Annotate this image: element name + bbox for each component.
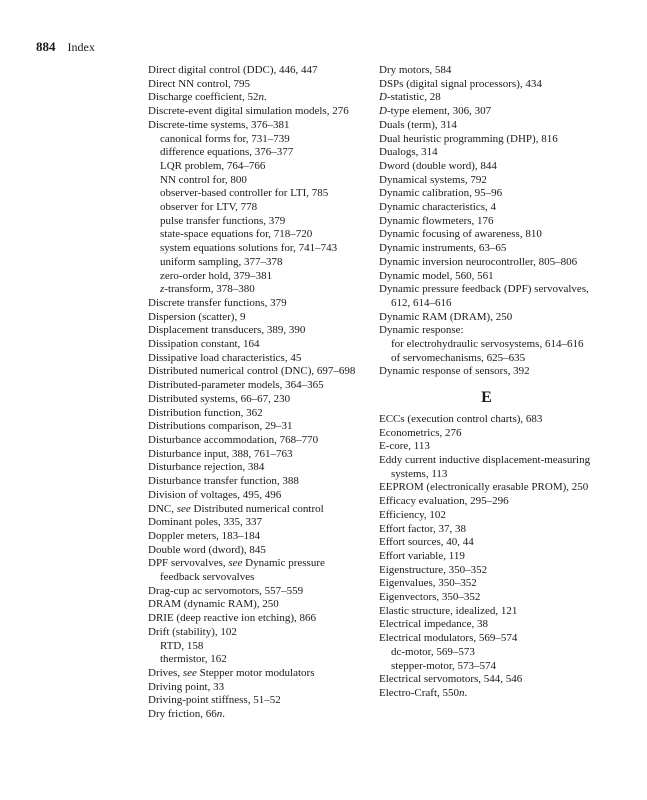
index-entry: Double word (dword), 845 (148, 543, 266, 556)
index-subentry: z-transform, 378–380 (160, 283, 255, 296)
index-entry: Dynamic inversion neurocontroller, 805–806 (379, 255, 578, 268)
index-subentry: state-space equations for, 718–720 (160, 228, 313, 241)
index-subentry: zero-order hold, 379–381 (160, 269, 273, 282)
index-subentry: dc-motor, 569–573 (391, 645, 475, 658)
index-entry: Direct NN control, 795 (148, 77, 251, 90)
index-subentry: uniform sampling, 377–378 (160, 255, 283, 268)
index-entry: Efficiency, 102 (379, 508, 446, 521)
index-subentry: observer-based controller for LTI, 785 (160, 187, 329, 200)
index-entry: Electrical modulators, 569–574 (379, 632, 518, 645)
index-entry: Dry friction, 66n. (148, 708, 225, 721)
index-entry: Division of voltages, 495, 496 (148, 488, 282, 501)
index-entry: Elastic structure, idealized, 121 (379, 604, 518, 617)
index-entry: Dual heuristic programming (DHP), 816 (379, 132, 558, 145)
index-entry: Distributed numerical control (DNC), 697–698 (148, 365, 356, 378)
index-entry: Efficacy evaluation, 295–296 (379, 495, 509, 508)
index-entry: Electrical servomotors, 544, 546 (379, 673, 523, 686)
index-entry: Distributed-parameter models, 364–365 (148, 379, 324, 392)
index-entry: Drag-cup ac servomotors, 557–559 (148, 584, 304, 597)
page-number: 884 (36, 39, 56, 54)
index-entry: Duals (term), 314 (379, 118, 457, 131)
index-subentry: difference equations, 376–377 (160, 146, 294, 159)
index-entry: Discrete-event digital simulation models, 276 (148, 105, 349, 118)
index-entry: Direct digital control (DDC), 446, 447 (148, 64, 318, 76)
index-subentry: pulse transfer functions, 379 (160, 214, 286, 227)
index-entry: Dynamic RAM (DRAM), 250 (379, 310, 513, 323)
index-entry: Eigenvalues, 350–352 (379, 577, 477, 590)
index-entry: DPF servovalves, see Dynamic pressure feedback servovalves (148, 557, 325, 584)
index-entry: DRIE (deep reactive ion etching), 866 (148, 612, 316, 625)
index-entry: Electrical impedance, 38 (379, 618, 489, 631)
index-subentry: system equations solutions for, 741–743 (160, 242, 338, 255)
index-entry: DSPs (digital signal processors), 434 (379, 77, 542, 90)
index-entry: Dominant poles, 335, 337 (148, 516, 262, 529)
index-entry: Driving point, 33 (148, 680, 225, 693)
index-column-right (379, 64, 594, 701)
page-header (36, 38, 95, 56)
index-entry: Dynamic response of sensors, 392 (379, 365, 530, 378)
index-entry: Distribution function, 362 (148, 406, 263, 419)
index-entry: Dissipative load characteristics, 45 (148, 351, 302, 364)
index-entry: Dissipation constant, 164 (148, 338, 260, 351)
index-subentry: RTD, 158 (160, 639, 204, 652)
index-entry: Doppler meters, 183–184 (148, 529, 261, 542)
index-entry: Dynamic calibration, 95–96 (379, 187, 503, 200)
index-entry: Distributions comparison, 29–31 (148, 420, 293, 433)
index-subentry: of servomechanisms, 625–635 (391, 351, 526, 364)
index-entry: Eigenstructure, 350–352 (379, 563, 488, 576)
index-entry: Discrete transfer functions, 379 (148, 296, 287, 309)
index-entry: DRAM (dynamic RAM), 250 (148, 598, 279, 611)
index-entry: Discrete-time systems, 376–381 (148, 118, 290, 131)
index-entry: ECCs (execution control charts), 683 (379, 412, 543, 425)
index-entry: Dword (double word), 844 (379, 159, 497, 172)
index-subentry: stepper-motor, 573–574 (391, 659, 497, 672)
index-subentry: for electrohydraulic servosystems, 614–616 (391, 338, 584, 351)
index-entry: DNC, see Distributed numerical control (148, 502, 324, 515)
index-entry: Displacement transducers, 389, 390 (148, 324, 306, 337)
index-entry: Eigenvectors, 350–352 (379, 591, 481, 604)
index-entry: Drives, see Stepper motor modulators (148, 666, 315, 679)
index-entry: Dynamic pressure feedback (DPF) servovalves, 612, 614–616 (379, 283, 589, 309)
index-entry: Disturbance input, 388, 761–763 (148, 447, 293, 460)
index-entry: Eddy current inductive displacement-measuring systems, 113 (379, 453, 591, 480)
index-subentry: canonical forms for, 731–739 (160, 132, 290, 145)
index-entry: Disturbance transfer function, 388 (148, 475, 299, 488)
index-entry: Dynamic model, 560, 561 (379, 269, 494, 282)
index-entry: Electro-Craft, 550n. (379, 686, 468, 699)
index-entry: Dynamic instruments, 63–65 (379, 242, 507, 255)
index-entry: Driving-point stiffness, 51–52 (148, 694, 281, 707)
index-entry: Dualogs, 314 (379, 146, 438, 159)
index-entry: Dynamic focusing of awareness, 810 (379, 228, 542, 241)
index-entry: Effort variable, 119 (379, 549, 465, 562)
index-entry: Econometrics, 276 (379, 426, 462, 439)
index-entry: E-core, 113 (379, 440, 430, 453)
index-entry: Dispersion (scatter), 9 (148, 310, 246, 323)
index-subentry: NN control for, 800 (160, 173, 247, 186)
index-entry: Dynamical systems, 792 (379, 173, 487, 186)
index-entry: Disturbance rejection, 384 (148, 461, 265, 474)
index-entry: Effort sources, 40, 44 (379, 536, 474, 549)
index-entry: D-type element, 306, 307 (379, 105, 492, 118)
index-entry: Drift (stability), 102 (148, 625, 237, 638)
index-entry: Dynamic characteristics, 4 (379, 201, 496, 214)
index-entry: Disturbance accommodation, 768–770 (148, 433, 319, 446)
index-column-left (148, 64, 358, 722)
index-section-heading: E (481, 389, 492, 407)
index-entry: D-statistic, 28 (379, 91, 441, 104)
index-entry: Discharge coefficient, 52n. (148, 91, 267, 104)
index-subentry: LQR problem, 764–766 (160, 159, 266, 172)
section-title: Index (67, 40, 95, 54)
index-subentry: observer for LTV, 778 (160, 201, 258, 214)
index-entry: Distributed systems, 66–67, 230 (148, 392, 291, 405)
index-subentry: thermistor, 162 (160, 653, 227, 666)
index-entry: Dynamic response: (379, 324, 464, 337)
index-entry: EEPROM (electronically erasable PROM), 250 (379, 481, 589, 494)
index-entry: Dry motors, 584 (379, 64, 452, 76)
index-entry: Dynamic flowmeters, 176 (379, 214, 494, 227)
index-entry: Effort factor, 37, 38 (379, 522, 467, 535)
